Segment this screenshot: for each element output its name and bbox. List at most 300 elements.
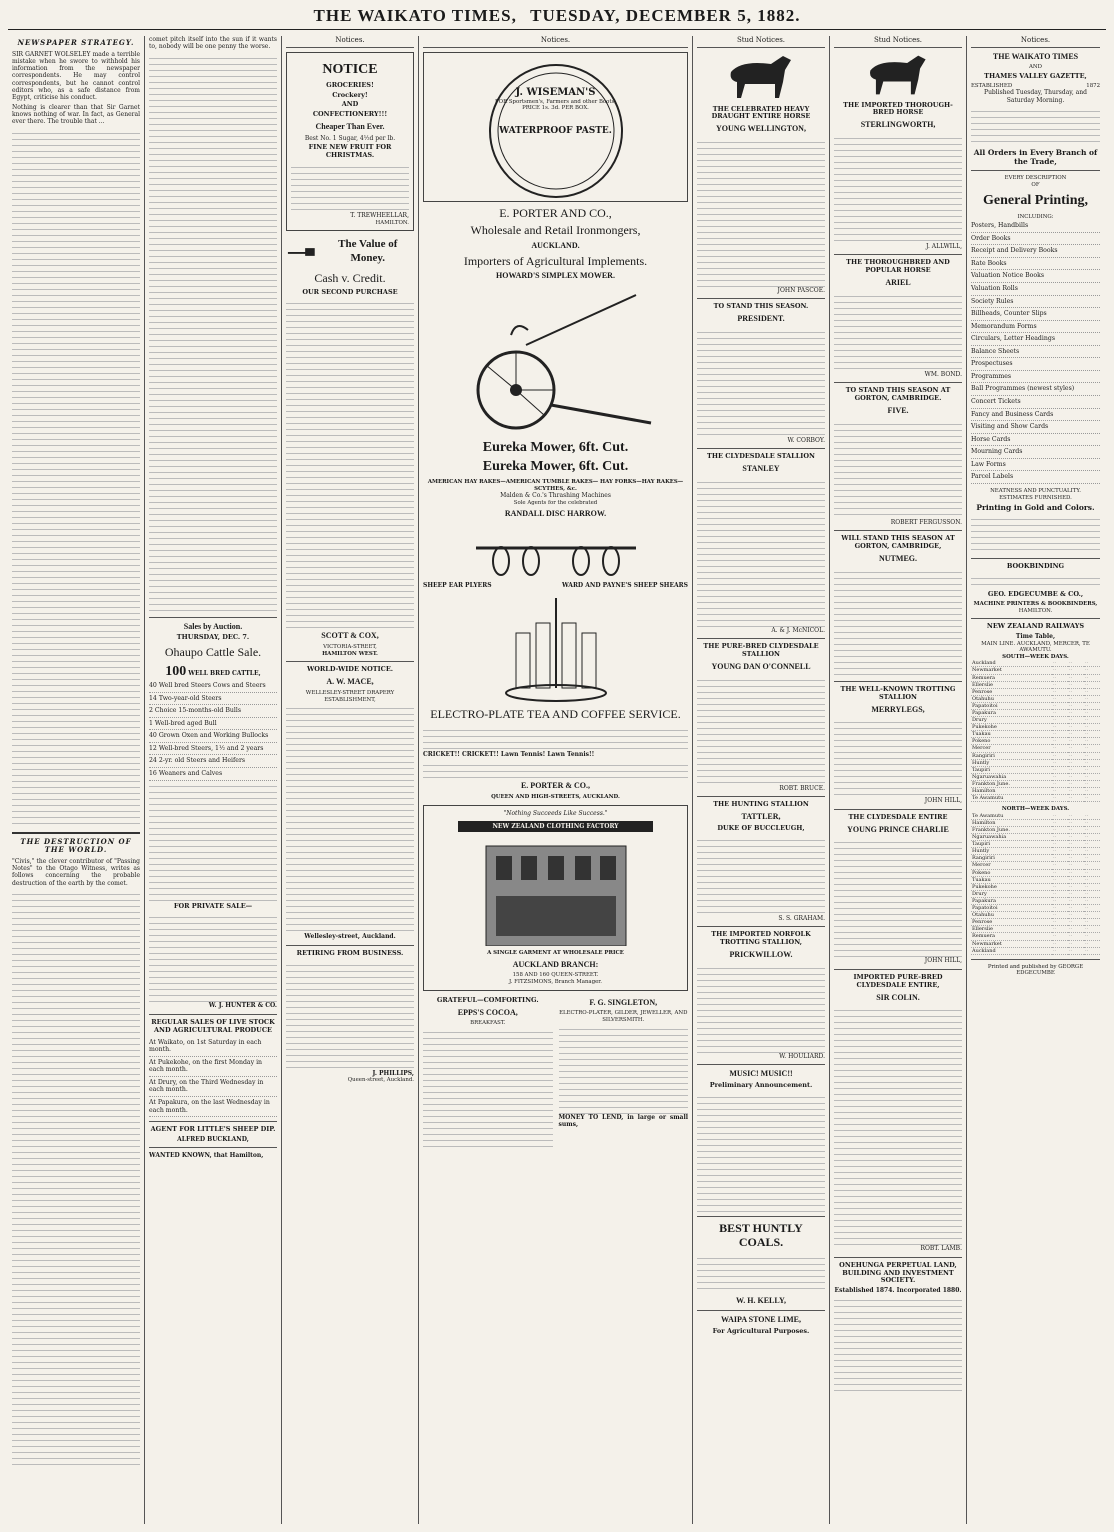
time-cell: ·· bbox=[1052, 752, 1068, 759]
timetable-row bbox=[971, 947, 1100, 954]
time-cell: ·· bbox=[1052, 912, 1068, 919]
stud-owner: JOHN HILL, bbox=[924, 957, 962, 965]
mace-notice: WORLD-WIDE NOTICE. bbox=[306, 665, 394, 674]
station-name: Newmarket bbox=[971, 940, 1052, 947]
timetable-row bbox=[971, 940, 1100, 947]
rail-heading: NEW ZEALAND RAILWAYS bbox=[986, 622, 1085, 631]
time-cell: ·· bbox=[1052, 745, 1068, 752]
timetable-row bbox=[971, 795, 1100, 802]
porter-subtitle: Wholesale and Retail Ironmongers, bbox=[470, 223, 641, 238]
time-cell: ·· bbox=[1052, 897, 1068, 904]
auctioneer-name: W. J. HUNTER & CO. bbox=[208, 1002, 277, 1010]
time-cell: ·· bbox=[1052, 681, 1068, 688]
epps-heading: GRATEFUL—COMFORTING. bbox=[436, 995, 539, 1004]
stud-name: YOUNG WELLINGTON, bbox=[716, 124, 806, 134]
established-line bbox=[971, 83, 1100, 90]
rail-line: MAIN LINE. AUCKLAND, MERCER, TE AWAMUTU. bbox=[981, 640, 1090, 654]
porter2-name: E. PORTER & CO., bbox=[520, 781, 591, 791]
timetable-row bbox=[971, 912, 1100, 919]
grocer-advert bbox=[286, 52, 414, 232]
branch-manager: J. FITZSIMONS, Branch Manager. bbox=[509, 979, 602, 986]
station-name: Ellerslie bbox=[971, 681, 1052, 688]
time-cell: ·· bbox=[1084, 841, 1100, 848]
general-printing-heading: General Printing, bbox=[983, 193, 1088, 209]
sale-item-list bbox=[149, 680, 277, 781]
timetable-row bbox=[971, 813, 1100, 820]
pointing-hand-icon bbox=[286, 243, 319, 261]
article-body-texture bbox=[834, 567, 962, 677]
time-cell: ·· bbox=[1084, 759, 1100, 766]
regular-sales-heading: REGULAR SALES OF LIVE STOCK AND AGRICULTURAL PRODUCE bbox=[151, 1017, 275, 1034]
society-heading: ONEHUNGA PERPETUAL LAND, BUILDING AND INVESTMENT SOCIETY. bbox=[839, 1260, 957, 1285]
bottom-adverts bbox=[423, 995, 688, 1147]
harrow-heading: RANDALL DISC HARROW. bbox=[504, 509, 607, 519]
time-cell: ·· bbox=[1052, 890, 1068, 897]
time-cell: ·· bbox=[1052, 947, 1068, 954]
gold-heading: Printing in Gold and Colors. bbox=[976, 503, 1095, 513]
time-cell: ·· bbox=[1084, 752, 1100, 759]
sale-schedule-item: At Papakura, on the last Wednesday in each month. bbox=[149, 1097, 277, 1117]
time-cell: ·· bbox=[1084, 862, 1100, 869]
stud-heading: THE THOROUGHBRED AND POPULAR HORSE bbox=[846, 258, 950, 275]
article-body-texture bbox=[697, 1092, 825, 1212]
time-cell: ·· bbox=[1084, 855, 1100, 862]
article-paragraph: Nothing is clearer than that Sir Garnet knows nothing of war. In fact, as General ever there. The trouble that ... bbox=[12, 103, 140, 126]
article-body-texture bbox=[12, 889, 140, 1469]
column-printing bbox=[967, 36, 1104, 1524]
stud-heading: THE PURE-BRED CLYDESDALE STALLION bbox=[703, 642, 819, 659]
timetable-row bbox=[971, 890, 1100, 897]
rakes-line: AMERICAN HAY RAKES—AMERICAN TUMBLE RAKES— HAY FORKS—HAY RAKES—SCYTHES, &c. bbox=[427, 479, 684, 492]
stud-owner: A. & J. McNICOL. bbox=[771, 627, 825, 635]
time-cell: ·· bbox=[1068, 766, 1084, 773]
station-name: Te Awamutu bbox=[971, 795, 1052, 802]
neatness-line: NEATNESS AND PUNCTUALITY. bbox=[990, 487, 1081, 494]
sale-item: 16 Weaners and Calves bbox=[149, 768, 277, 781]
time-cell: ·· bbox=[1052, 695, 1068, 702]
article-body-texture bbox=[423, 725, 688, 751]
stud-heading: THE IMPORTED NORFOLK TROTTING STALLION, bbox=[711, 930, 811, 947]
stud-name: STERLINGWORTH, bbox=[860, 120, 936, 130]
sole-agents-line: Sole Agents for the celebrated bbox=[513, 499, 598, 506]
shears-left: SHEEP EAR PLYERS bbox=[423, 581, 492, 589]
time-cell: ·· bbox=[1084, 780, 1100, 787]
music-heading: MUSIC! MUSIC!! bbox=[729, 1069, 793, 1079]
stud-owner: ROBT. LAMB. bbox=[920, 1245, 962, 1253]
masthead bbox=[8, 6, 1106, 30]
agent-name: ALFRED BUCKLAND, bbox=[177, 1136, 249, 1143]
timetable-row bbox=[971, 724, 1100, 731]
time-cell: ·· bbox=[1084, 695, 1100, 702]
article-body-texture bbox=[286, 703, 414, 933]
stud-heading: TO STAND THIS SEASON. bbox=[713, 302, 809, 311]
station-name: Mercer bbox=[971, 862, 1052, 869]
station-name: Pukekohe bbox=[971, 724, 1052, 731]
singleton-advert bbox=[559, 995, 689, 1147]
stud-owner: ROBERT FERGUSSON. bbox=[890, 518, 962, 526]
mace-name: A. W. MACE, bbox=[326, 677, 374, 687]
time-cell: ·· bbox=[1052, 766, 1068, 773]
time-cell: ·· bbox=[1084, 788, 1100, 795]
timetable-row bbox=[971, 738, 1100, 745]
article-body-texture bbox=[697, 477, 825, 627]
column-stud-1 bbox=[693, 36, 830, 1524]
sale-schedule-item: At Waikato, on 1st Saturday in each month. bbox=[149, 1037, 277, 1057]
time-cell: ·· bbox=[1052, 795, 1068, 802]
shears-right: WARD AND PAYNE'S SHEEP SHEARS bbox=[561, 581, 688, 589]
column-heading: Notices. bbox=[971, 36, 1100, 48]
sale-item: 12 Well-bred Steers, 1½ and 2 years bbox=[149, 743, 277, 756]
porter-import: Importers of Agricultural Implements. bbox=[463, 253, 648, 268]
hand-pointer-icon bbox=[286, 235, 414, 268]
timetable-row bbox=[971, 766, 1100, 773]
time-cell: ·· bbox=[1068, 819, 1084, 826]
stud-owner: WM. BOND. bbox=[924, 371, 962, 379]
station-name: Ngaruawahia bbox=[971, 773, 1052, 780]
article-body-texture bbox=[971, 514, 1100, 554]
article-body-texture bbox=[149, 781, 277, 901]
time-cell: ·· bbox=[1084, 688, 1100, 695]
column-heading: Notices. bbox=[286, 36, 414, 48]
article-title: THE DESTRUCTION OF THE WORLD. bbox=[20, 836, 132, 855]
article-body-texture bbox=[834, 1005, 962, 1245]
time-cell: ·· bbox=[1068, 773, 1084, 780]
column-heading: Notices. bbox=[423, 36, 688, 48]
singleton-name: F. G. SINGLETON, bbox=[589, 997, 658, 1007]
station-name: Remuera bbox=[971, 933, 1052, 940]
article-body-texture bbox=[286, 960, 414, 1070]
station-name: Papakura bbox=[971, 710, 1052, 717]
sale-what: WELL BRED CATTLE, bbox=[188, 669, 261, 677]
timetable-row bbox=[971, 717, 1100, 724]
time-cell: ·· bbox=[1052, 813, 1068, 820]
station-name: Tuakau bbox=[971, 876, 1052, 883]
masthead-left: THE WAIKATO TIMES, bbox=[313, 6, 517, 25]
timetable-row bbox=[971, 780, 1100, 787]
timetable-row bbox=[971, 688, 1100, 695]
time-cell: ·· bbox=[1052, 819, 1068, 826]
time-cell: ·· bbox=[1052, 869, 1068, 876]
timetable-row bbox=[971, 773, 1100, 780]
eureka-heading: Eureka Mower, 6ft. Cut. bbox=[482, 439, 629, 455]
time-cell: ·· bbox=[1068, 940, 1084, 947]
epps-name: EPPS'S COCOA, bbox=[457, 1007, 518, 1017]
stud-owner: JOHN HILL, bbox=[924, 797, 962, 805]
wiseman-name: J. WISEMAN'S bbox=[515, 86, 596, 98]
south-heading: SOUTH—WEEK DAYS. bbox=[1002, 653, 1069, 660]
article-body-texture bbox=[971, 106, 1100, 146]
article-body-texture bbox=[286, 298, 414, 628]
private-sale-heading: FOR PRIVATE SALE— bbox=[173, 901, 253, 910]
time-cell: ·· bbox=[1084, 827, 1100, 834]
timetable-row bbox=[971, 660, 1100, 667]
time-cell: ·· bbox=[1068, 905, 1084, 912]
station-name: Frankton June. bbox=[971, 827, 1052, 834]
time-cell: ·· bbox=[1052, 940, 1068, 947]
mace-footer: Wellesley-street, Auckland. bbox=[304, 933, 396, 941]
scott-address: VICTORIA-STREET, bbox=[323, 644, 377, 651]
station-name: Hamilton bbox=[971, 819, 1052, 826]
article-body-texture bbox=[559, 1024, 689, 1114]
time-cell: ·· bbox=[1084, 795, 1100, 802]
article-body-texture bbox=[149, 53, 277, 613]
article-title: NEWSPAPER STRATEGY. bbox=[17, 38, 135, 47]
time-cell: ·· bbox=[1068, 883, 1084, 890]
clothing-factory-building-icon bbox=[481, 836, 631, 946]
grocer-title: NOTICE bbox=[322, 61, 378, 77]
waipa-heading: WAIPA STONE LIME, bbox=[721, 1314, 801, 1324]
station-name: Ellerslie bbox=[971, 926, 1052, 933]
stud-name: TATTLER, bbox=[741, 812, 781, 822]
epps-subtitle: BREAKFAST. bbox=[470, 1020, 506, 1027]
station-name: Pokeno bbox=[971, 869, 1052, 876]
timetable-row bbox=[971, 667, 1100, 674]
column-notices-1 bbox=[282, 36, 419, 1524]
column-auctions bbox=[145, 36, 282, 1524]
article-paragraph: SIR GARNET WOLSELEY made a terrible mistake when he swore to withhold his information from the newspaper correspondents. He may control correspondents, but he cannot control editors who, as a safe distance from Egypt, criticise his conduct. bbox=[12, 50, 140, 102]
station-name: Newmarket bbox=[971, 667, 1052, 674]
time-cell: ·· bbox=[1052, 759, 1068, 766]
timetable-row bbox=[971, 702, 1100, 709]
stud-name: PRESIDENT. bbox=[737, 314, 785, 324]
column-heading: Stud Notices. bbox=[834, 36, 962, 48]
time-cell: ·· bbox=[1068, 827, 1084, 834]
coal-heading: BEST HUNTLY COALS. bbox=[719, 1220, 803, 1250]
station-name: Taupiri bbox=[971, 766, 1052, 773]
time-cell: ·· bbox=[1068, 710, 1084, 717]
mace-establishment: WELLESLEY-STREET DRAPERY ESTABLISHMENT, bbox=[305, 690, 395, 703]
porter-town: AUCKLAND. bbox=[531, 240, 580, 250]
paper-subtitle: THAMES VALLEY GAZETTE, bbox=[984, 71, 1087, 80]
time-cell: ·· bbox=[1084, 766, 1100, 773]
clothing-sign: A SINGLE GARMENT AT WHOLESALE PRICE bbox=[487, 950, 624, 957]
grocer-name: T. TREWHEELLAR, bbox=[350, 212, 409, 220]
timetable-north bbox=[971, 813, 1100, 955]
wiseman-price: PRICE 1s. 3d. PER BOX. bbox=[522, 105, 589, 112]
of-line: OF bbox=[1031, 181, 1040, 188]
clothing-motto: "Nothing Succeeds Like Success." bbox=[503, 809, 608, 817]
timetable-row bbox=[971, 905, 1100, 912]
time-cell: ·· bbox=[1052, 919, 1068, 926]
time-cell: ·· bbox=[1068, 855, 1084, 862]
timetable-row bbox=[971, 681, 1100, 688]
time-cell: ·· bbox=[1068, 848, 1084, 855]
article-body-texture bbox=[149, 912, 277, 1002]
stud-owner: J. ALLWILL, bbox=[926, 243, 962, 251]
time-cell: ·· bbox=[1068, 731, 1084, 738]
time-cell: ·· bbox=[1084, 660, 1100, 667]
wiseman-paste: WATERPROOF PASTE. bbox=[499, 125, 612, 136]
article-body-texture bbox=[834, 133, 962, 243]
footer-imprint: Printed and published by GEORGE EDGECUMBE bbox=[987, 963, 1084, 977]
station-name: Huntly bbox=[971, 759, 1052, 766]
established-year: 1872 bbox=[1086, 82, 1100, 89]
draught-horse-icon bbox=[721, 52, 801, 102]
printing-item: Memorandum Forms bbox=[971, 321, 1100, 334]
singleton-subtitle: ELECTRO-PLATER, GILDER, JEWELLER, AND SILVERSMITH. bbox=[559, 1010, 688, 1023]
column-stud-2 bbox=[830, 36, 967, 1524]
stud-owner: W. HOULIARD. bbox=[779, 1052, 825, 1060]
time-cell: ·· bbox=[1052, 688, 1068, 695]
time-cell: ·· bbox=[1052, 773, 1068, 780]
time-cell: ·· bbox=[1052, 660, 1068, 667]
wanted-notice: WANTED KNOWN, that Hamilton, bbox=[149, 1152, 264, 1160]
stud-name: FIVE. bbox=[887, 406, 909, 416]
orders-heading: All Orders in Every Branch of the Trade, bbox=[973, 148, 1098, 167]
every-line: EVERY DESCRIPTION bbox=[1004, 175, 1067, 182]
printing-item: Parcel Labels bbox=[971, 471, 1100, 484]
clothing-name: NEW ZEALAND CLOTHING FACTORY bbox=[458, 821, 653, 832]
time-cell: ·· bbox=[1068, 862, 1084, 869]
station-name: Ngaruawahia bbox=[971, 834, 1052, 841]
station-name: Papatoitoi bbox=[971, 702, 1052, 709]
time-cell: ·· bbox=[1084, 897, 1100, 904]
time-cell: ·· bbox=[1068, 890, 1084, 897]
stud-heading: THE IMPORTED THOROUGH-BRED HORSE bbox=[843, 100, 953, 117]
timetable-row bbox=[971, 827, 1100, 834]
article-body-texture bbox=[697, 327, 825, 437]
stud-name: ARIEL bbox=[885, 278, 911, 288]
article-paragraph: comet pitch itself into the sun if it wants to, nobody will be one penny the worse. bbox=[149, 36, 277, 51]
time-cell: ·· bbox=[1068, 795, 1084, 802]
station-name: Frankton June. bbox=[971, 780, 1052, 787]
time-cell: ·· bbox=[1052, 731, 1068, 738]
grocer-line: GROCERIES! bbox=[326, 80, 374, 89]
timetable-row bbox=[971, 695, 1100, 702]
time-cell: ·· bbox=[1052, 883, 1068, 890]
printer-town: HAMILTON. bbox=[1018, 607, 1053, 614]
time-cell: ·· bbox=[1068, 919, 1084, 926]
stud-heading: THE WELL-KNOWN TROTTING STALLION bbox=[840, 684, 956, 701]
printing-item: Balance Sheets bbox=[971, 346, 1100, 359]
time-cell: ·· bbox=[1084, 912, 1100, 919]
timetable-row bbox=[971, 745, 1100, 752]
shears-line bbox=[423, 582, 688, 589]
article-body-texture bbox=[834, 717, 962, 797]
grocer-line: Cheaper Than Ever. bbox=[315, 122, 385, 132]
time-cell: ·· bbox=[1068, 681, 1084, 688]
printing-item: Programmes bbox=[971, 371, 1100, 384]
printing-item: Order Books bbox=[971, 233, 1100, 246]
time-cell: ·· bbox=[1084, 933, 1100, 940]
timetable-row bbox=[971, 919, 1100, 926]
timetable-row bbox=[971, 752, 1100, 759]
time-cell: ·· bbox=[1052, 667, 1068, 674]
article-body-texture bbox=[971, 573, 1100, 589]
printing-item: Visiting and Show Cards bbox=[971, 421, 1100, 434]
time-cell: ·· bbox=[1068, 834, 1084, 841]
station-name: Auckland bbox=[971, 947, 1052, 954]
time-cell: ·· bbox=[1052, 788, 1068, 795]
time-cell: ·· bbox=[1052, 862, 1068, 869]
eureka-heading: Eureka Mower, 6ft. Cut. bbox=[482, 458, 629, 474]
timetable-row bbox=[971, 834, 1100, 841]
time-cell: ·· bbox=[1084, 848, 1100, 855]
station-name: Rangiriri bbox=[971, 855, 1052, 862]
rail-subtitle: Time Table, bbox=[1015, 633, 1056, 641]
article-body-texture bbox=[423, 760, 688, 778]
phillips-address: Queen-street, Auckland. bbox=[347, 1076, 414, 1083]
mower-heading: HOWARD'S SIMPLEX MOWER. bbox=[496, 271, 615, 281]
time-cell: ·· bbox=[1068, 841, 1084, 848]
time-cell: ·· bbox=[1068, 780, 1084, 787]
station-name: Pukekohe bbox=[971, 883, 1052, 890]
agent-heading: AGENT FOR LITTLE'S SHEEP DIP. bbox=[150, 1125, 276, 1134]
stud-owner: S. S. GRAHAM. bbox=[778, 914, 825, 922]
printing-item: Prospectuses bbox=[971, 358, 1100, 371]
article-paragraph: "Civis," the clever contributor of "Passing Notes" to the Otago Witness, writes as follows concerning the probable destruction of the earth by the comet. bbox=[12, 857, 140, 887]
including-line: INCLUDING: bbox=[1017, 213, 1054, 220]
station-name: Otahuhu bbox=[971, 695, 1052, 702]
timetable-south bbox=[971, 660, 1100, 802]
grocer-price: Best No. 1 Sugar, 4½d per lb. bbox=[304, 135, 396, 143]
time-cell: ·· bbox=[1084, 717, 1100, 724]
station-name: Drury bbox=[971, 717, 1052, 724]
time-cell: ·· bbox=[1068, 667, 1084, 674]
article-body-texture bbox=[697, 675, 825, 785]
time-cell: ·· bbox=[1052, 841, 1068, 848]
timetable-row bbox=[971, 862, 1100, 869]
thrashing-line: Malden & Co.'s Thrashing Machines bbox=[500, 492, 611, 500]
time-cell: ·· bbox=[1068, 660, 1084, 667]
printer-subtitle: MACHINE PRINTERS & BOOKBINDERS, bbox=[973, 601, 1098, 608]
time-cell: ·· bbox=[1084, 773, 1100, 780]
stud-heading: THE HUNTING STALLION bbox=[713, 800, 809, 809]
north-heading: NORTH—WEEK DAYS. bbox=[1001, 806, 1070, 813]
timetable-row bbox=[971, 819, 1100, 826]
time-cell: ·· bbox=[1084, 813, 1100, 820]
stud-name: DUKE OF BUCCLEUGH, bbox=[717, 823, 805, 832]
sale-date: THURSDAY, DEC. 7. bbox=[176, 633, 250, 642]
time-cell: ·· bbox=[1068, 813, 1084, 820]
article-body-texture bbox=[697, 963, 825, 1053]
time-cell: ·· bbox=[1084, 876, 1100, 883]
stud-heading: WILL STAND THIS SEASON AT GORTON, CAMBRIDGE, bbox=[841, 534, 955, 551]
music-subtitle: Preliminary Announcement. bbox=[709, 1080, 813, 1089]
printing-item: Valuation Rolls bbox=[971, 283, 1100, 296]
branch-address: 158 AND 160 QUEEN-STREET. bbox=[512, 972, 599, 979]
sale-item: 24 2-yr. old Steers and Heifers bbox=[149, 755, 277, 768]
station-name: Huntly bbox=[971, 848, 1052, 855]
time-cell: ·· bbox=[1052, 834, 1068, 841]
time-cell: ·· bbox=[1084, 738, 1100, 745]
time-cell: ·· bbox=[1052, 926, 1068, 933]
article-body-texture bbox=[834, 837, 962, 957]
station-name: Rangiriri bbox=[971, 752, 1052, 759]
column-notices-2 bbox=[419, 36, 693, 1524]
time-cell: ·· bbox=[1068, 745, 1084, 752]
kelly-name: W. H. KELLY, bbox=[735, 1296, 787, 1306]
time-cell: ·· bbox=[1084, 819, 1100, 826]
time-cell: ·· bbox=[1052, 827, 1068, 834]
time-cell: ·· bbox=[1068, 688, 1084, 695]
time-cell: ·· bbox=[1084, 834, 1100, 841]
time-cell: ·· bbox=[1068, 702, 1084, 709]
time-cell: ·· bbox=[1068, 717, 1084, 724]
cash-heading: Cash v. Credit. bbox=[314, 270, 386, 285]
station-name: Papakura bbox=[971, 897, 1052, 904]
stud-heading: THE CLYDESDALE STALLION bbox=[707, 452, 815, 461]
stud-name: YOUNG DAN O'CONNELL bbox=[711, 662, 811, 672]
time-cell: ·· bbox=[1084, 724, 1100, 731]
stud-heading: THE CELEBRATED HEAVY DRAUGHT ENTIRE HORSE bbox=[711, 104, 811, 121]
time-cell: ·· bbox=[1084, 710, 1100, 717]
time-cell: ·· bbox=[1084, 890, 1100, 897]
station-name: Remuera bbox=[971, 674, 1052, 681]
article-body-texture bbox=[291, 162, 409, 212]
article-body-texture bbox=[834, 1295, 962, 1395]
time-cell: ·· bbox=[1052, 702, 1068, 709]
